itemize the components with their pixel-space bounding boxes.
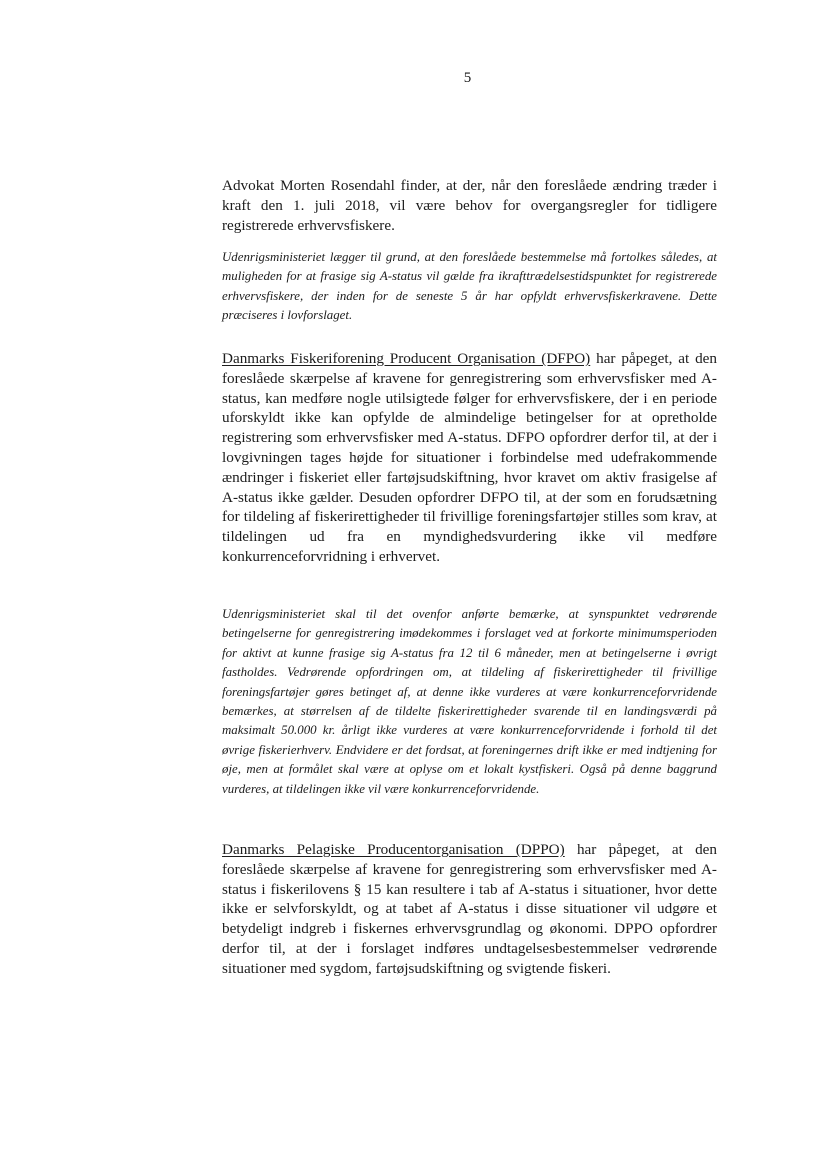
dppo-organization-name: Danmarks Pelagiske Producentorganisation (DPPO) xyxy=(222,841,565,858)
dfpo-paragraph xyxy=(222,349,717,567)
dppo-paragraph-text: har påpeget, at den foreslåede skærpelse af kravene for genregistrering som erhvervsfisker med A-status i fiskerilovens § 15 kan resultere i tab af A-status i situationer, hvor dette ikke er selvforskyldt, og at tabet af A-status i disse situationer vil udgøre et betydeligt indgreb i fiskernes erhvervsgrundlag og økonomi. DPPO opfordrer derfor til, at der i forslaget indføres undtagelsesbestemmelser vedrørende situationer med sygdom, fartøjsudskiftning og svigtende fiskeri. xyxy=(222,841,717,977)
dppo-paragraph xyxy=(222,840,717,979)
rosendahl-paragraph: Advokat Morten Rosendahl finder, at der, når den foreslåede ændring træder i kraft den 1. juli 2018, vil være behov for overgangsregler for tidligere registrerede erhvervsfiskere. xyxy=(222,177,717,234)
rosendahl-ministry-response: Udenrigsministeriet lægger til grund, at den foreslåede bestemmelse må fortolkes således, at muligheden for at frasige sig A-status vil gælde fra ikrafttrædelsestidspunktet for registrerede erhvervsfiskere, der inden for de seneste 5 år har opfyldt erhvervsfiskerkravene. Dette præciseres i lovforslaget. xyxy=(222,250,717,323)
dfpo-ministry-response: Udenrigsministeriet skal til det ovenfor anførte bemærke, at synspunktet vedrørende betingelserne for genregistrering imødekommes i forslaget ved at forkorte minimumsperioden for aktivt at kunne frasige sig A-status fra 12 til 6 måneder, men at betingelserne i øvrigt fastholdes. Vedrørende opfordringen om, at tildeling af fiskerirettigheder til frivillige foreningsfartøjer gøres betinget af, at denne ikke vurderes at være konkurrenceforvridende bemærkes, at størrelsen af de tildelte fiskerirettigheder svarende til en landingsværdi på maksimalt 50.000 kr. årligt ikke vurderes at være konkurrenceforvridende i forhold til det øvrige fiskerierhverv. Endvidere er det fordsat, at foreningernes drift ikke er med indtjening for øje, men at formålet skal være at oplyse om et lokalt kystfiskeri. Også på denne baggrund vurderes, at tildelingen ikke vil være konkurrenceforvridende. xyxy=(222,607,717,796)
page-number: 5 xyxy=(463,70,472,86)
dfpo-organization-name: Danmarks Fiskeriforening Producent Organisation (DFPO) xyxy=(222,350,591,367)
dfpo-paragraph-text: har påpeget, at den foreslåede skærpelse af kravene for genregistrering som erhvervsfisker med A-status, kan medføre nogle utilsigtede følger for erhvervsfiskere, der i en periode uforskyldt ikke kan opfylde de almindelige betingelser for at opretholde registrering som erhvervsfisker med A-status. DFPO opfordrer derfor til, at der i lovgivningen tages højde for situationer i forbindelse med udefrakommende ændringer i fiskeriet eller fartøjsudskiftning, hvor kravet om aktiv frasigelse af A-status ikke gælder. Desuden opfordrer DFPO til, at der som en forudsætning for tildeling af fiskerirettigheder til frivillige foreningsfartøjer stilles som krav, at tildelingen ud fra en myndighedsvurdering ikke vil medføre konkurrenceforvridning i erhvervet. xyxy=(222,350,717,565)
